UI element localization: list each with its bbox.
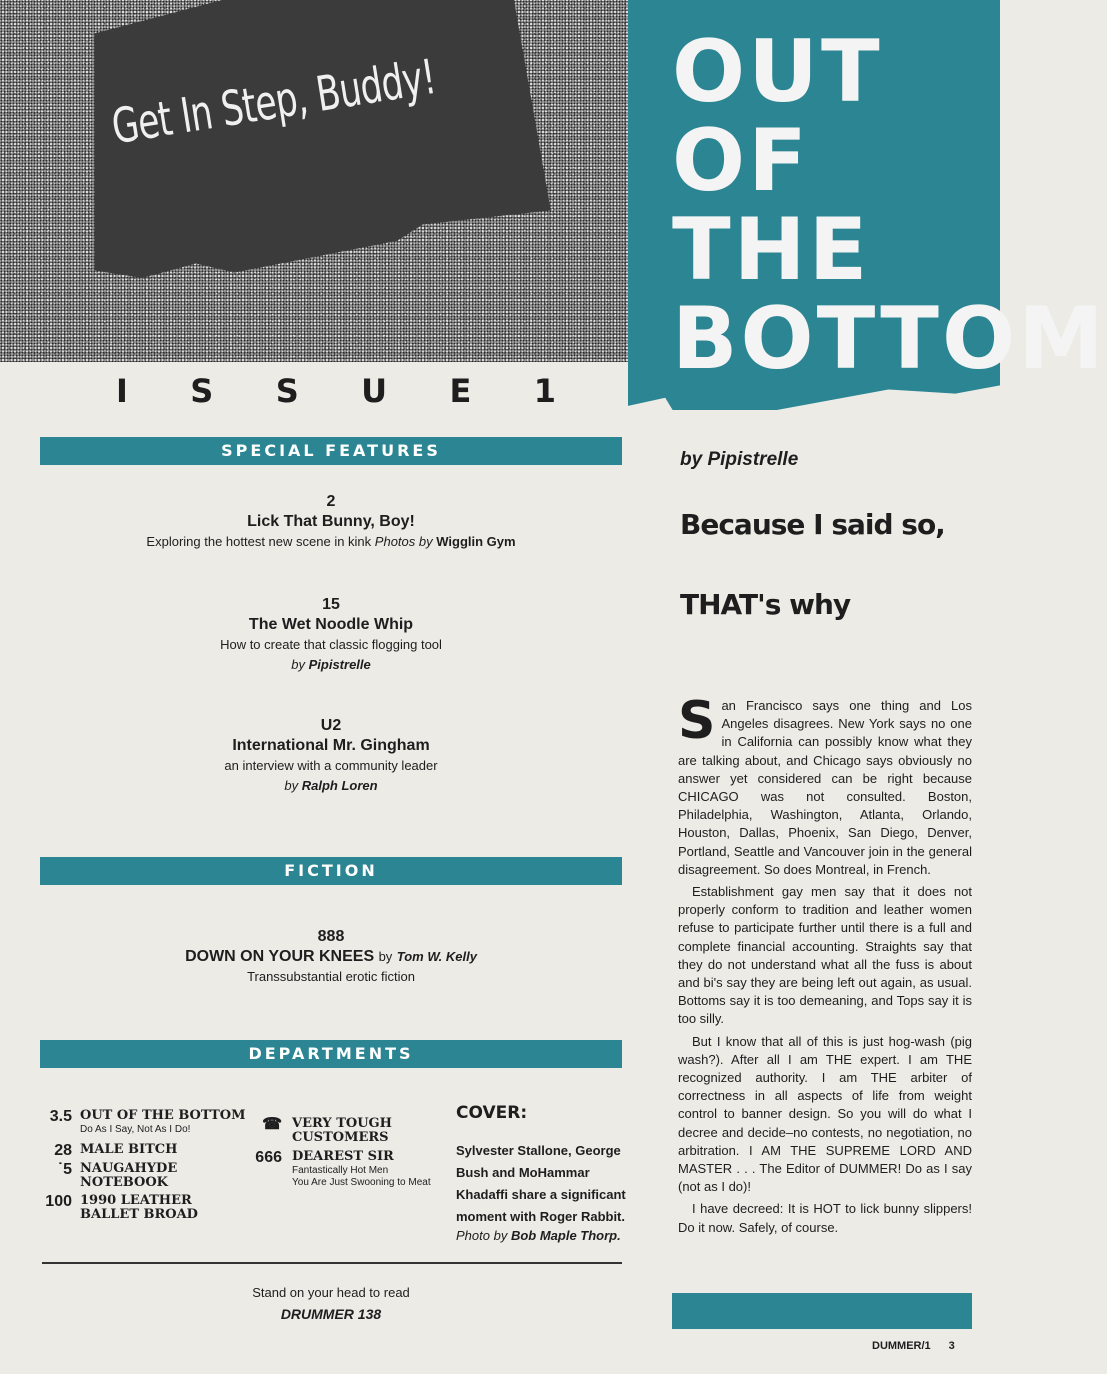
feature-title-line: THE (672, 200, 871, 300)
feature-title-line: BOTTOM (672, 289, 1107, 389)
dept-name: 1990 LEATHER (80, 1193, 192, 1208)
article-headline: Because I said so, (680, 508, 945, 541)
entry-desc: an interview with a community leader (224, 758, 438, 773)
drop-cap: S (678, 691, 716, 751)
issue-letter: I (116, 372, 128, 410)
dept-name: DEAREST SIR (292, 1149, 394, 1164)
issue-letter: S (190, 372, 214, 410)
dept-page: 100 (45, 1193, 72, 1210)
issue-letter: 1 (533, 372, 556, 410)
article-paragraph: San Francisco says one thing and Los Angeles disagrees. New York says no one in California can possibly know what they are talking about, and Chicago says obviously no answer yet considered can be right because CHICAGO was not consulted. Boston, Philadelphia, Washington, Atlanta, Orlando, Houston, Dallas, Phoenix, San Diego, Denver, Portland, Seattle and Vancouver join in the general disagreement. So does Montreal, in French. (678, 691, 972, 877)
article-byline: by Pipistrelle (680, 449, 799, 470)
feature-title-line: OUT (672, 22, 883, 122)
toc-entry (40, 492, 622, 552)
cover-description: Sylvester Stallone, George Bush and MoHammar Khadaffi share a significant moment with Roger Rabbit. (456, 1143, 626, 1224)
phone-icon: ☎ (262, 1116, 282, 1133)
entry-desc: Exploring the hottest new scene in kink Photos by Wigglin Gym (146, 534, 516, 549)
divider (42, 1262, 622, 1264)
article-headline: THAT's why (680, 588, 851, 621)
dept-name: NAUGAHYDE (80, 1161, 178, 1176)
page-number: 888 (317, 928, 345, 945)
dept-sub: Do As I Say, Not As I Do! (80, 1124, 191, 1135)
dept-sub: Fantastically Hot Men (292, 1165, 389, 1176)
entry-desc: How to create that classic flogging tool (220, 637, 442, 652)
dept-name: BALLET BROAD (80, 1207, 198, 1222)
issue-number (116, 372, 556, 410)
toc-entry (40, 716, 622, 796)
departments-header: DEPARTMENTS (40, 1040, 622, 1068)
entry-desc: Transsubstantial erotic fiction (247, 969, 415, 984)
dept-name: MALE BITCH (80, 1142, 178, 1157)
dept-page: ˙5 (57, 1161, 72, 1178)
issue-letter: U (361, 372, 388, 410)
dept-sub: You Are Just Swooning to Meat (292, 1177, 431, 1188)
banner-title: Get In Step, Buddy! (108, 48, 440, 156)
article-paragraph: But I know that all of this is just hog-wash (pig wash?). After all I am THE expert. I am THE recognized authority. I am THE arbiter of correctness in all aspects of life from weight control to banner design. So you will do what I decree and decide–no contests, no negotiation, no arbitration. I AM THE SUPREME LORD AND MASTER . . . The Editor of DUMMER! Do as I say (not as I do)! (678, 1033, 972, 1195)
cover-label: COVER: (456, 1103, 528, 1123)
dept-name: OUT OF THE BOTTOM (80, 1108, 246, 1123)
article-body (678, 691, 972, 1241)
page-number: 2 (326, 493, 336, 510)
entry-title: Lick That Bunny, Boy! (247, 513, 415, 530)
feature-title-line: OF (672, 111, 810, 211)
issue-letter: S (275, 372, 299, 410)
cover-credit: Photo by Bob Maple Thorp. (456, 1228, 621, 1243)
toc-entry (40, 927, 622, 987)
page-footer (872, 1340, 955, 1352)
entry-title: International Mr. Gingham (232, 737, 430, 754)
footer-magazine: DUMMER/1 (872, 1340, 931, 1352)
flip-note: Stand on your head to read (252, 1285, 410, 1300)
dept-name: VERY TOUGH (292, 1116, 392, 1131)
teal-bar (672, 1293, 972, 1329)
dept-page: 3.5 (49, 1108, 72, 1125)
article-paragraph: I have decreed: It is HOT to lick bunny slippers! Do it now. Safely, of course. (678, 1201, 972, 1235)
dept-name: CUSTOMERS (292, 1130, 389, 1145)
entry-title: The Wet Noodle Whip (248, 616, 414, 633)
flip-note-title: DRUMMER 138 (280, 1306, 382, 1322)
dept-page: 666 (255, 1149, 282, 1166)
special-features-header: SPECIAL FEATURES (40, 437, 622, 465)
issue-letter: E (449, 372, 472, 410)
dept-page: 28 (54, 1142, 72, 1159)
dept-name: NOTEBOOK (80, 1175, 168, 1190)
entry-credit: by Ralph Loren (284, 778, 378, 793)
fiction-header: FICTION (40, 857, 622, 885)
toc-entry (40, 595, 622, 675)
entry-title: DOWN ON YOUR KNEES by Tom W. Kelly (185, 948, 477, 965)
page-number: 15 (322, 596, 340, 613)
footer-page-number: 3 (948, 1340, 955, 1352)
entry-credit: by Pipistrelle (291, 657, 371, 672)
page-number: U2 (320, 717, 342, 734)
feature-header-title (672, 22, 1107, 389)
article-paragraph: Establishment gay men say that it does not properly conform to tradition and leather women refuse to participate further until there is a full and complete financial accounting. Straights say that they do not understand what all the fuss is about and bi's say they are being left out again, as usual. Bottoms say it is too demeaning, and Tops say it is too silly. (678, 884, 972, 1027)
